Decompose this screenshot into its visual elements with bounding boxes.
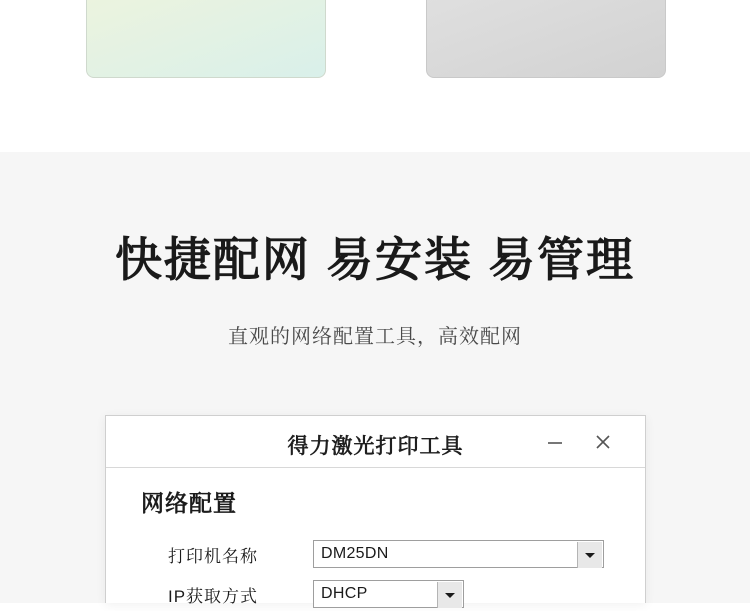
chevron-down-icon[interactable] — [437, 582, 462, 608]
id-card-gray — [426, 0, 666, 78]
form-row-ip-mode — [106, 580, 645, 611]
promo-subheadline: 直观的网络配置工具，高效配网 — [228, 326, 522, 348]
promo-headline: 快捷配网 易安装 易管理 — [114, 233, 636, 286]
printer-name-value: DM25DN — [321, 545, 389, 562]
ip-mode-select[interactable] — [313, 580, 464, 608]
ip-mode-label: IP获取方式 — [168, 587, 259, 606]
printer-name-label: 打印机名称 — [168, 547, 258, 566]
printer-tool-window — [105, 415, 646, 606]
section-title-network-config: 网络配置 — [141, 490, 237, 516]
window-titlebar — [106, 416, 645, 468]
window-title: 得力激光打印工具 — [287, 435, 464, 458]
minimize-icon[interactable] — [541, 428, 569, 456]
close-icon[interactable] — [589, 428, 617, 456]
form-row-printer-name — [106, 540, 645, 571]
chevron-down-icon[interactable] — [577, 542, 602, 568]
ip-mode-value: DHCP — [321, 585, 368, 602]
promo-band — [0, 152, 750, 401]
printer-name-select[interactable] — [313, 540, 604, 568]
app-window-area — [0, 401, 750, 606]
id-cards-section — [0, 0, 750, 152]
id-card-green — [86, 0, 326, 78]
